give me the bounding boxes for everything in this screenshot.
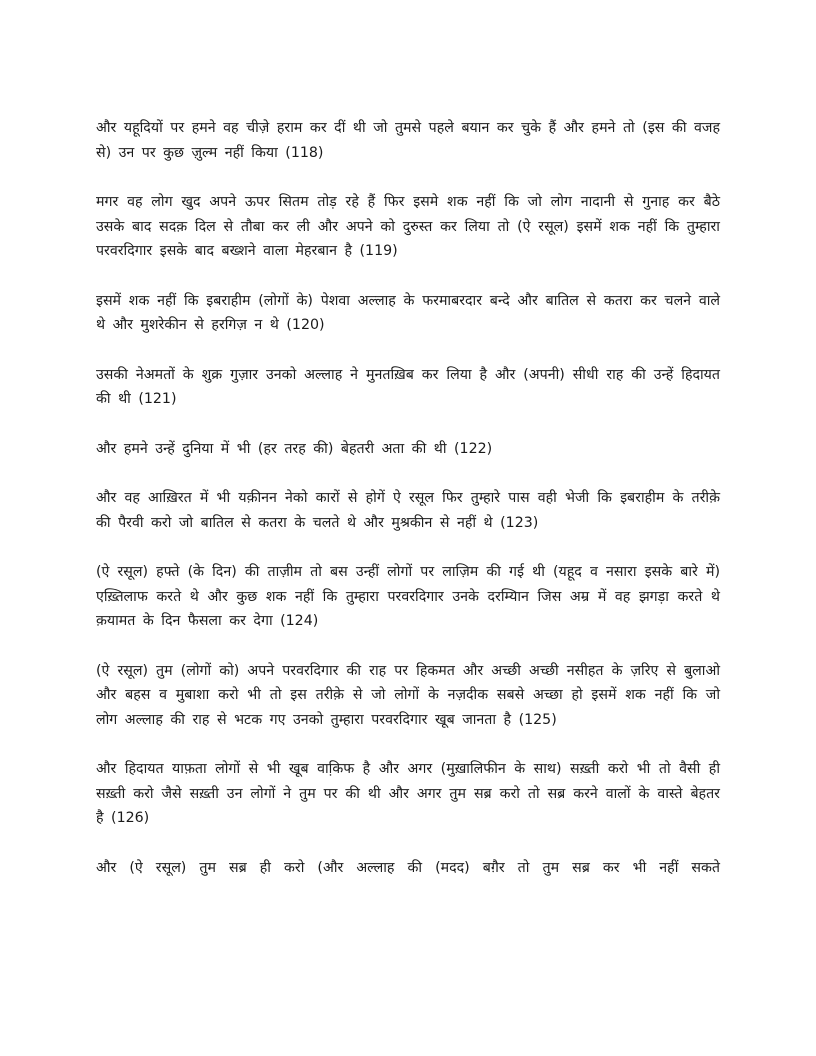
verse-119-paragraph: मगर वह लोग खुद अपने ऊपर सितम तोड़ रहे हैं फिर इसमे शक नहीं कि जो लोग नादानी से गुनाह कर बैठे उसके बाद सदक़ दिल से तौबा कर ली और अपने को दुरुस्त कर लिया तो (ऐ रसूल) इसमें शक नहीं कि तुम्हारा परवरदिगार इसके बाद बख्शने वाला मेहरबान है (119) — [96, 194, 720, 259]
verse-127-paragraph: और (ऐ रसूल) तुम सब्र ही करो (और अल्लाह की (मदद) बग़ैर तो तुम सब्र कर भी नहीं सकते — [96, 859, 720, 876]
verse-123-paragraph: और वह आख़िरत में भी यक़ीनन नेको कारों से होगें ऐ रसूल फिर तुम्हारे पास वही भेजी कि इबराहीम के तरीके़ की पैरवी करो जो बातिल से कतरा के चलते थे और मुश्रकीन से नहीं थे (123) — [96, 490, 720, 531]
verse-120-paragraph: इसमें शक नहीं कि इबराहीम (लोगों के) पेशवा अल्लाह के फरमाबरदार बन्दे और बातिल से कतरा कर चलने वाले थे और मुशरेकीन से हरगिज़ न थे (120) — [96, 292, 720, 333]
verse-126-paragraph: और हिदायत याफ़ता लोगों से भी खूब वाकि़फ है और अगर (मुख़ालिफीन के साथ) सख़्ती करो भी तो वैसी ही सख़्ती करो जैसे सख़्ती उन लोगों ने तुम पर की थी और अगर तुम सब्र करो तो सब्र करने वालों के वास्ते बेहतर है (126) — [96, 761, 720, 826]
verse-124-paragraph: (ऐ रसूल) हफ्ते (के दिन) की ताज़ीम तो बस उन्हीं लोगों पर लाज़िम की गई थी (यहूद व नसारा इसके बारे में) एख़्तिलाफ करते थे और कुछ शक नहीं कि तुम्हारा परवरदिगार उनके दरम्यिान जिस अम्र में वह झगड़ा करते थे क़यामत के दिन फैसला कर देगा (124) — [96, 564, 720, 629]
verse-118-paragraph: और यहूदियों पर हमने वह चीज़े हराम कर दीं थी जो तुमसे पहले बयान कर चुके हैं और हमने तो (इस की वजह से) उन पर कुछ ज़ुल्म नहीं किया (118) — [96, 120, 720, 161]
verse-122-paragraph: और हमने उन्हें दुनिया में भी (हर तरह की) बेहतरी अता की थी (122) — [96, 440, 493, 457]
verse-121-paragraph: उसकी नेअमतों के शुक्र गुज़ार उनको अल्लाह ने मुनतख़िब कर लिया है और (अपनी) सीधी राह की उन्हें हिदायत की थी (121) — [96, 366, 720, 407]
verse-125-paragraph: (ऐ रसूल) तुम (लोगों को) अपने परवरदिगार की राह पर हिकमत और अच्छी अच्छी नसीहत के ज़रिए से बुलाओ और बहस व मुबाशा करो भी तो इस तरीके़ से जो लोगों के नज़दीक सबसे अच्छा हो इसमें शक नहीं कि जो लोग अल्लाह की राह से भटक गए उनको तुम्हारा परवरदिगार खूब जानता है (125) — [96, 662, 720, 728]
